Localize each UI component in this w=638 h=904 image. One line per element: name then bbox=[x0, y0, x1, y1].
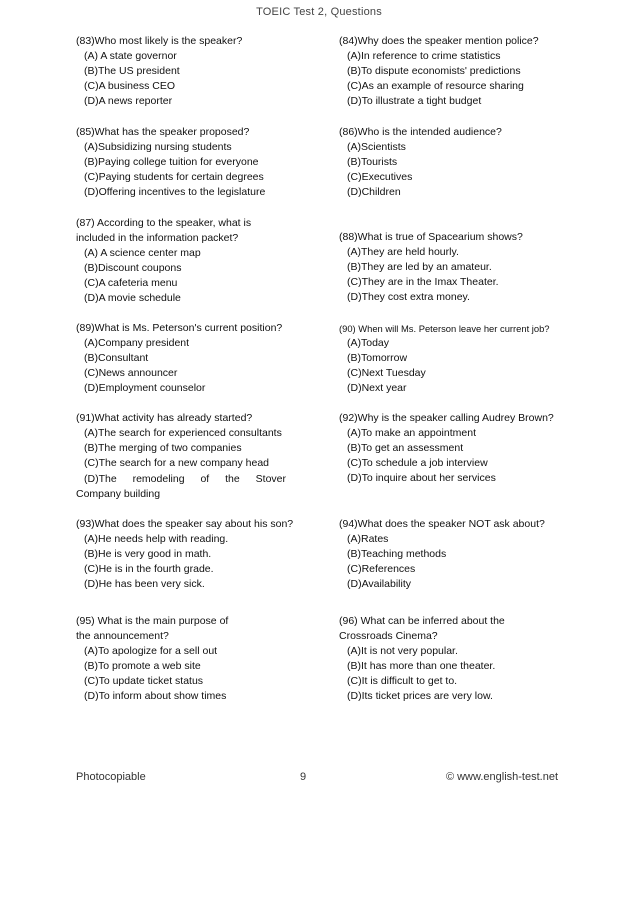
option-c: (C)A business CEO bbox=[84, 80, 176, 92]
option-b: (B)Paying college tuition for everyone bbox=[84, 156, 259, 168]
question-stem-line-2: Crossroads Cinema? bbox=[339, 630, 438, 642]
question-stem: (83)Who most likely is the speaker? bbox=[76, 35, 243, 47]
option-d: (D)To inquire about her services bbox=[347, 472, 496, 484]
question-85 bbox=[76, 125, 316, 200]
question-96 bbox=[339, 614, 579, 704]
option-b: (B)To promote a web site bbox=[84, 660, 201, 672]
question-83 bbox=[76, 34, 316, 109]
question-stem-line-2: included in the information packet? bbox=[76, 232, 239, 244]
option-a: (A)They are held hourly. bbox=[347, 246, 459, 258]
option-d bbox=[76, 472, 286, 502]
option-d: (D)To illustrate a tight budget bbox=[347, 95, 482, 107]
question-84 bbox=[339, 34, 579, 109]
option-c: (C)The search for a new company head bbox=[84, 457, 270, 469]
option-d: (D)Children bbox=[347, 186, 401, 198]
question-stem: (89)What is Ms. Peterson's current position? bbox=[76, 322, 283, 334]
question-89 bbox=[76, 321, 326, 396]
question-stem-line-1: (87) According to the speaker, what is bbox=[76, 217, 252, 229]
option-a: (A)In reference to crime statistics bbox=[347, 50, 501, 62]
option-c: (C)To update ticket status bbox=[84, 675, 204, 687]
option-b: (B)Tomorrow bbox=[347, 352, 408, 364]
option-b: (B)He is very good in math. bbox=[84, 548, 212, 560]
option-d: (D)Employment counselor bbox=[84, 382, 206, 394]
option-c: (C)To schedule a job interview bbox=[347, 457, 488, 469]
option-b: (B)Tourists bbox=[347, 156, 398, 168]
option-d: (D)Availability bbox=[347, 578, 411, 590]
question-87 bbox=[76, 216, 316, 306]
question-stem: (85)What has the speaker proposed? bbox=[76, 126, 250, 138]
option-d: (D)Its ticket prices are very low. bbox=[347, 690, 493, 702]
question-stem: (91)What activity has already started? bbox=[76, 412, 253, 424]
option-b: (B)The merging of two companies bbox=[84, 442, 242, 454]
option-a: (A)It is not very popular. bbox=[347, 645, 458, 657]
question-86 bbox=[339, 125, 579, 200]
option-d-line-1: (D)The remodeling of the Stover bbox=[84, 473, 286, 485]
question-stem: (88)What is true of Spacearium shows? bbox=[339, 231, 523, 243]
option-c: (C)As an example of resource sharing bbox=[347, 80, 524, 92]
question-stem: (84)Why does the speaker mention police? bbox=[339, 35, 539, 47]
option-c: (C)Next Tuesday bbox=[347, 367, 426, 379]
footer-left: Photocopiable bbox=[76, 771, 146, 783]
option-b: (B)It has more than one theater. bbox=[347, 660, 496, 672]
option-b: (B)They are led by an amateur. bbox=[347, 261, 492, 273]
option-d: (D)They cost extra money. bbox=[347, 291, 470, 303]
option-c: (C)News announcer bbox=[84, 367, 178, 379]
question-94 bbox=[339, 517, 589, 592]
question-stem: (90) When will Ms. Peterson leave her current job? bbox=[339, 323, 550, 334]
option-b: (B)Discount coupons bbox=[84, 262, 182, 274]
question-stem-line-2: the announcement? bbox=[76, 630, 169, 642]
option-b: (B)Teaching methods bbox=[347, 548, 447, 560]
option-a: (A)The search for experienced consultants bbox=[84, 427, 282, 439]
question-93 bbox=[76, 517, 326, 592]
option-d: (D)A movie schedule bbox=[84, 292, 181, 304]
option-c: (C)Executives bbox=[347, 171, 413, 183]
option-a: (A)He needs help with reading. bbox=[84, 533, 229, 545]
option-a: (A) A state governor bbox=[84, 50, 177, 62]
question-90 bbox=[339, 321, 579, 396]
option-c: (C)Paying students for certain degrees bbox=[84, 171, 264, 183]
question-stem: (94)What does the speaker NOT ask about? bbox=[339, 518, 545, 530]
question-95 bbox=[76, 614, 316, 704]
option-c: (C)It is difficult to get to. bbox=[347, 675, 458, 687]
question-91 bbox=[76, 411, 286, 502]
option-c: (C)They are in the Imax Theater. bbox=[347, 276, 499, 288]
page-number: 9 bbox=[300, 771, 307, 783]
option-a: (A)Company president bbox=[84, 337, 190, 349]
option-b: (B)To get an assessment bbox=[347, 442, 464, 454]
option-b: (B)The US president bbox=[84, 65, 180, 77]
footer-right: © www.english-test.net bbox=[445, 771, 558, 783]
option-d: (D)Offering incentives to the legislature bbox=[84, 186, 266, 198]
option-b: (B)To dispute economists' predictions bbox=[347, 65, 521, 77]
question-stem-line-1: (96) What can be inferred about the bbox=[339, 615, 505, 627]
question-92 bbox=[339, 411, 589, 486]
page-header: TOEIC Test 2, Questions bbox=[256, 6, 382, 18]
question-stem-line-1: (95) What is the main purpose of bbox=[76, 615, 229, 627]
option-c: (C)He is in the fourth grade. bbox=[84, 563, 214, 575]
option-a: (A)Rates bbox=[347, 533, 389, 545]
option-a: (A)To apologize for a sell out bbox=[84, 645, 218, 657]
option-d: (D)A news reporter bbox=[84, 95, 173, 107]
option-a: (A)To make an appointment bbox=[347, 427, 476, 439]
question-stem: (86)Who is the intended audience? bbox=[339, 126, 502, 138]
option-d: (D)To inform about show times bbox=[84, 690, 227, 702]
option-c: (C)References bbox=[347, 563, 416, 575]
option-c: (C)A cafeteria menu bbox=[84, 277, 178, 289]
option-d-line-2: Company building bbox=[76, 488, 161, 500]
option-d: (D)Next year bbox=[347, 382, 407, 394]
option-b: (B)Consultant bbox=[84, 352, 149, 364]
option-a: (A)Scientists bbox=[347, 141, 406, 153]
question-stem: (93)What does the speaker say about his son? bbox=[76, 518, 294, 530]
question-stem: (92)Why is the speaker calling Audrey Brown? bbox=[339, 412, 554, 424]
option-a: (A)Subsidizing nursing students bbox=[84, 141, 232, 153]
option-d: (D)He has been very sick. bbox=[84, 578, 205, 590]
option-a: (A) A science center map bbox=[84, 247, 201, 259]
option-a: (A)Today bbox=[347, 337, 390, 349]
question-88 bbox=[339, 230, 579, 305]
